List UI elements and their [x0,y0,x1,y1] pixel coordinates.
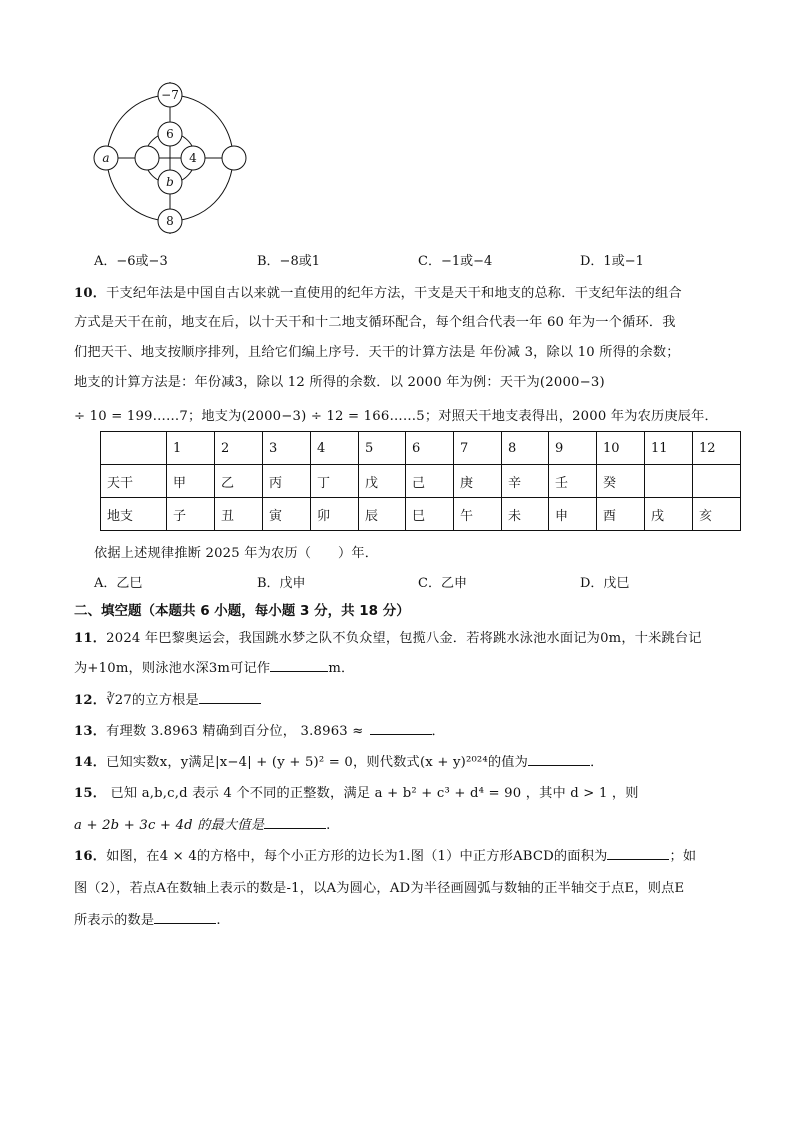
q16-line3 [74,909,221,928]
table-cell: 6 [406,432,454,465]
table-cell: 己 [406,465,454,498]
q10-text-1: 干支纪年法是中国自古以来就一直使用的纪年方法，干支是天干和地支的总称．干支纪年法的组合 [106,286,682,301]
table-cell: 申 [549,498,597,531]
q15-answer-blank[interactable] [264,816,326,829]
q10-number: 10． [74,286,107,301]
table-cell: 3 [263,432,311,465]
table-cell: 4 [311,432,359,465]
q10-question: 依据上述规律推断 2025 年为农历（ ）年． [94,546,379,561]
q15-text-1: 已知 a,b,c,d 表示 4 个不同的正整数，满足 a + b² + c³ + d⁴ = 90 ，其中 d > 1 ，则 [106,786,639,801]
q15-number: 15． [74,786,107,801]
table-cell: 7 [454,432,502,465]
table-cell: 卯 [311,498,359,531]
ganzhi-table [100,431,741,531]
q10-line3: 们把天干、地支按顺序排列，且给它们编上序号．天干的计算方法是 年份减 3，除以 10 所得的余数； [74,345,680,360]
table-cell: 戊 [359,465,406,498]
table-cell: 11 [645,432,693,465]
q10-line1 [74,282,682,301]
table-cell: 壬 [549,465,597,498]
table-cell: 10 [597,432,645,465]
q15-line2 [74,814,331,833]
table-cell: 寅 [263,498,311,531]
q10-option-a: A．乙巳 [94,576,143,591]
table-cell: 5 [359,432,406,465]
table-cell: 辰 [359,498,406,531]
table-cell: 1 [167,432,215,465]
diagram-bottom-value: 8 [166,214,174,228]
q9-option-c: C．−1或−4 [418,254,493,269]
table-cell [645,465,693,498]
table-cell: 亥 [693,498,741,531]
table-cell: 丙 [263,465,311,498]
q12-line [74,689,261,708]
q13-end: ． [431,724,445,739]
q11-line1 [74,627,702,646]
q13-answer-blank[interactable] [370,722,432,735]
table-cell: 酉 [597,498,645,531]
q12-number: 12． [74,693,107,708]
diagram-top-value: −7 [161,88,179,102]
q12-text: ∛27的立方根是 [106,693,199,708]
diagram-inner-bottom-value: b [166,175,174,189]
table-cell: 癸 [597,465,645,498]
table-cell [101,432,167,465]
q10-line5: ÷ 10 = 199……7；地支为(2000−3) ÷ 12 = 166……5；对照天干地支表得出，2000 年为农历庚辰年． [74,409,718,424]
q10-option-b: B．戊申 [257,576,306,591]
table-cell: 庚 [454,465,502,498]
magic-circle-diagram [90,82,260,234]
table-cell: 地支 [101,498,167,531]
q14-number: 14． [74,755,107,770]
q16-answer-blank-1[interactable] [607,847,669,860]
q15-line1 [74,782,639,801]
table-cell: 戌 [645,498,693,531]
q16-text-1b: ；如 [669,849,697,864]
q13-text: 有理数 3.8963 精确到百分位， 3.8963 ≈ [106,724,364,739]
table-header-row [101,432,741,465]
q10-option-d: D．戊巳 [580,576,630,591]
section-heading: 二、填空题（本题共 6 小题，每小题 3 分，共 18 分） [74,603,410,619]
q9-option-a: A．−6或−3 [94,254,168,269]
table-row-tiangan [101,465,741,498]
table-cell: 12 [693,432,741,465]
q15-text-2: a + 2b + 3c + 4d 的最大值是 [74,818,265,833]
table-cell: 9 [549,432,597,465]
table-cell: 天干 [101,465,167,498]
q16-line1 [74,845,696,864]
q13-number: 13． [74,724,107,739]
q10-option-c: C．乙申 [418,576,467,591]
q10-line4: 地支的计算方法是：年份减3，除以 12 所得的余数．以 2000 年为例：天干为(2000−3) [74,375,605,390]
q16-text-1: 如图，在4 × 4的方格中，每个小正方形的边长为1.图（1）中正方形ABCD的面积为 [106,849,608,864]
q13-line [74,720,445,739]
diagram-left-value: a [102,151,110,165]
q14-line [74,751,603,770]
q14-text: 已知实数x，y满足|x−4| + (y + 5)² = 0，则代数式(x + y)²⁰²⁴的值为 [106,755,529,770]
table-cell [693,465,741,498]
q16-text-3: 所表示的数是 [74,913,155,928]
q16-line2: 图（2），若点A在数轴上表示的数是-1，以A为圆心，AD为半径画圆弧与数轴的正半轴交于点E，则点E [74,881,685,896]
q11-unit: m． [328,661,355,676]
q9-option-b: B．−8或1 [257,254,320,269]
q16-answer-blank-2[interactable] [154,911,216,924]
q9-option-d: D．1或−1 [580,254,644,269]
q11-line2 [74,657,354,676]
q10-line2: 方式是天干在前，地支在后，以十天干和十二地支循环配合，每个组合代表一年 60 年为一个循环．我 [74,315,676,330]
q14-end: ． [590,755,604,770]
q11-number: 11． [74,631,107,646]
table-cell: 8 [502,432,549,465]
q16-end: . [216,913,221,928]
table-cell: 辛 [502,465,549,498]
table-cell: 丑 [215,498,263,531]
table-cell: 未 [502,498,549,531]
q12-answer-blank[interactable] [199,691,261,704]
table-cell: 巳 [406,498,454,531]
table-cell: 子 [167,498,215,531]
q14-answer-blank[interactable] [528,753,590,766]
q15-end: . [326,818,331,833]
table-cell: 乙 [215,465,263,498]
table-cell: 甲 [167,465,215,498]
table-cell: 午 [454,498,502,531]
table-cell: 丁 [311,465,359,498]
table-cell: 2 [215,432,263,465]
q11-text-1: 2024 年巴黎奥运会，我国跳水梦之队不负众望，包揽八金．若将跳水泳池水面记为0m，十米跳台记 [106,631,702,646]
diagram-inner-top-value: 6 [166,127,174,141]
q11-text-2: 为+10m，则泳池水深3m可记作 [74,661,271,676]
q11-answer-blank[interactable] [270,659,328,672]
q16-number: 16． [74,849,107,864]
diagram-inner-right-value: 4 [189,151,197,165]
table-row-dizhi [101,498,741,531]
